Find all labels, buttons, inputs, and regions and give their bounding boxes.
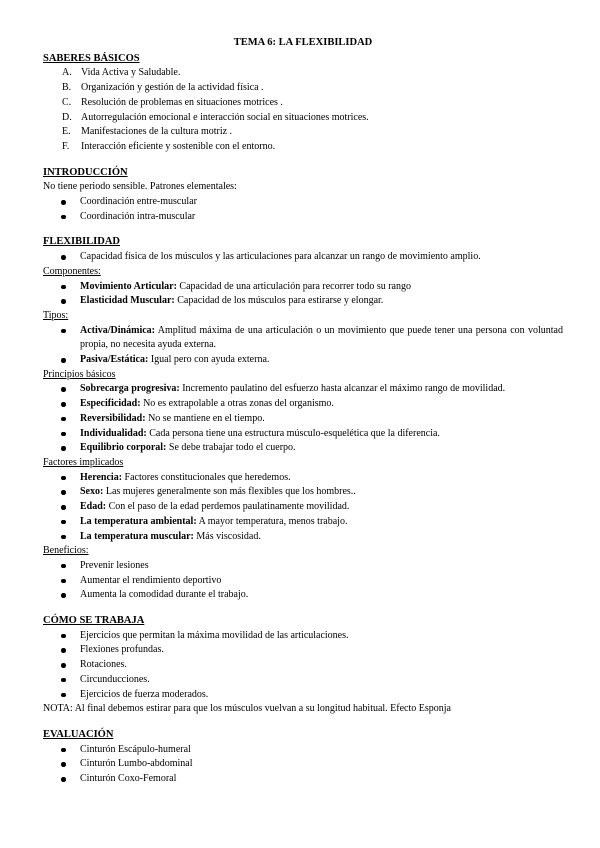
term-description: Cada persona tiene una estructura músculo-esquelética que la diferencia. <box>146 427 440 439</box>
term: Sobrecarga progresiva: <box>80 383 180 395</box>
subheading-tipos: Tipos: <box>43 309 69 321</box>
list-item: Cinturón Lumbo-abdominal <box>43 757 563 772</box>
saberes-list <box>43 66 563 154</box>
factores-list <box>43 471 563 545</box>
list-item <box>43 140 563 155</box>
list-item: Rotaciones. <box>43 658 563 673</box>
list-item <box>43 382 563 397</box>
term: Edad: <box>80 501 107 513</box>
term-description: Más viscosidad. <box>193 530 261 542</box>
term: Activa/Dinámica: <box>80 324 155 336</box>
tipos-list <box>43 324 563 368</box>
list-item <box>43 66 563 81</box>
list-item <box>43 294 563 309</box>
list-item <box>43 397 563 412</box>
list-item <box>43 111 563 126</box>
componentes-list <box>43 280 563 309</box>
list-marker: F. <box>62 140 70 152</box>
term: Reversibilidad: <box>80 412 146 424</box>
section-heading-saberes: SABERES BÁSICOS <box>43 52 140 64</box>
list-item <box>43 96 563 111</box>
term-description: Con el paso de la edad perdemos paulatinamente movilidad. <box>106 501 350 513</box>
section-heading-introduccion: INTRODUCCIÓN <box>43 166 128 178</box>
term-description: Capacidad de una articulación para recorrer todo su rango <box>176 280 411 292</box>
list-item <box>43 280 563 295</box>
list-item <box>43 412 563 427</box>
list-item: Prevenir lesiones <box>43 559 563 574</box>
list-marker: B. <box>62 82 72 94</box>
document-page <box>43 36 563 787</box>
list-item: Cinturón Coxo-Femoral <box>43 772 563 787</box>
section-heading-flexibilidad: FLEXIBILIDAD <box>43 236 121 248</box>
term-description: Factores constitucionales que heredemos. <box>122 471 291 483</box>
subheading-beneficios: Beneficios: <box>43 545 89 557</box>
intro-list <box>43 195 563 224</box>
evaluacion-list <box>43 743 563 787</box>
term: Elasticidad Muscular: <box>80 295 175 307</box>
list-marker: D. <box>62 111 72 123</box>
list-marker: A. <box>62 67 72 79</box>
term-description: Las mujeres generalmente son más flexibles que los hombres.. <box>103 486 356 498</box>
term: La temperatura muscular: <box>80 530 194 542</box>
list-item: Flexiones profundas. <box>43 643 563 658</box>
list-item <box>43 427 563 442</box>
section-heading-como: CÓMO SE TRABAJA <box>43 615 145 627</box>
term-description: Igual pero con ayuda externa. <box>148 354 270 366</box>
term-description: Capacidad de los músculos para estirarse y elongar. <box>174 295 384 307</box>
term-description: A mayor temperatura, menos trabajo. <box>196 515 348 527</box>
list-item <box>43 81 563 96</box>
list-text: Vida Activa y Saludable. <box>81 67 181 79</box>
list-text: Autorregulación emocional e interacción social en situaciones motrices. <box>81 111 369 123</box>
subheading-componentes: Componentes: <box>43 265 101 277</box>
list-item: Capacidad física de los músculos y las articulaciones para alcanzar un rango de movimiento amplio. <box>43 250 563 265</box>
term: Herencia: <box>80 471 123 483</box>
subheading-factores: Factores implicados <box>43 456 124 468</box>
term: Pasiva/Estática: <box>80 354 149 366</box>
list-item <box>43 500 563 515</box>
list-item: Aumenta la comodidad durante el trabajo. <box>43 588 563 603</box>
list-marker: E. <box>62 126 71 138</box>
list-item <box>43 471 563 486</box>
list-text: Resolución de problemas en situaciones motrices . <box>81 96 283 108</box>
list-item: Coordinación intra-muscular <box>43 210 563 225</box>
list-item: Coordinación entre-muscular <box>43 195 563 210</box>
term: La temperatura ambiental: <box>80 515 197 527</box>
term: Sexo: <box>80 486 104 498</box>
list-item: Ejercicios que permitan la máxima movilidad de las articulaciones. <box>43 629 563 644</box>
list-item <box>43 485 563 500</box>
term: Especificidad: <box>80 398 141 410</box>
como-list <box>43 629 563 703</box>
section-heading-evaluacion: EVALUACIÓN <box>43 728 114 740</box>
list-item <box>43 125 563 140</box>
term-description: Se debe trabajar todo el cuerpo. <box>166 442 296 454</box>
list-item: Cinturón Escápulo-humeral <box>43 743 563 758</box>
list-text: Manifestaciones de la cultura motriz . <box>81 126 233 138</box>
list-text: Organización y gestión de la actividad física . <box>81 82 264 94</box>
list-item: Circunducciones. <box>43 673 563 688</box>
list-text: Interacción eficiente y sostenible con el entorno. <box>81 140 276 152</box>
list-item <box>43 530 563 545</box>
list-item: Aumentar el rendimiento deportivo <box>43 574 563 589</box>
intro-text: No tiene periodo sensible. Patrones elementales: <box>43 181 237 193</box>
term: Movimiento Articular: <box>80 280 177 292</box>
term-description: No es extrapolable a otras zonas del organismo. <box>140 398 334 410</box>
term: Individualidad: <box>80 427 147 439</box>
list-item <box>43 441 563 456</box>
term-description: Amplitud máxima de una articulación o un movimiento que puede tener una persona con voluntad propia, no necesita ayuda externa. <box>80 324 563 351</box>
nota-text: NOTA: Al final debemos estirar para que los músculos vuelvan a su longitud habitual. Efecto Esponja <box>43 703 451 715</box>
list-item: Ejercicios de fuerza moderados. <box>43 688 563 703</box>
term: Equilibrio corporal: <box>80 442 167 454</box>
beneficios-list <box>43 559 563 603</box>
definition-list <box>43 250 563 265</box>
principios-list <box>43 382 563 456</box>
list-marker: C. <box>62 96 72 108</box>
subheading-principios: Principios básicos <box>43 368 116 380</box>
document-title: TEMA 6: LA FLEXIBILIDAD <box>233 37 373 48</box>
term-description: No se mantiene en el tiempo. <box>145 412 265 424</box>
list-item <box>43 515 563 530</box>
term-description: Incremento paulatino del esfuerzo hasta alcanzar el máximo rango de movilidad. <box>179 383 506 395</box>
list-item <box>43 353 563 368</box>
list-item <box>43 324 563 353</box>
